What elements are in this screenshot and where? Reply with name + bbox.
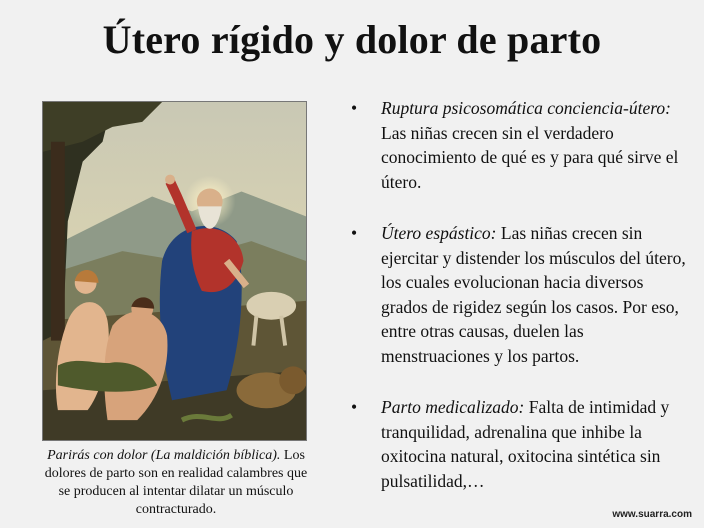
bullet-dot-icon: •: [351, 223, 358, 243]
caption-text: Los dolores de parto son en realidad calambres que se producen al intentar dilatar un músculo contracturado.: [44, 448, 308, 517]
bullet-item: [345, 395, 690, 493]
bullet-dot-icon: •: [351, 98, 358, 118]
bullet-item: [345, 96, 690, 194]
caption-italic: Parirás con dolor (La maldición bíblica).: [47, 448, 281, 463]
bullet-heading: Parto medicalizado:: [381, 397, 525, 417]
footer-url: www.suarra.com: [612, 509, 692, 520]
bullet-heading: Útero espástico:: [381, 223, 497, 243]
painting-caption: [38, 447, 314, 519]
bullet-heading: Ruptura psicosomática conciencia-útero:: [381, 98, 671, 118]
bullet-text: Falta de intimidad y tranquilidad, adrenalina que inhibe la oxitocina natural, oxitocina sintética sin pulsatilidad,…: [381, 397, 670, 491]
bullet-dot-icon: •: [351, 397, 358, 417]
slide-title: Útero rígido y dolor de parto: [102, 17, 602, 62]
bullet-text: Las niñas crecen sin el verdadero conocimiento de qué es y para qué sirve el útero.: [381, 122, 679, 192]
bullet-text: Las niñas crecen sin ejercitar y distender los músculos del útero, los cuales evolucionan hacia diversos grados de rigidez según los casos. Por eso, entre otras causas, duelen las menstruaciones y los partos.: [381, 223, 686, 366]
bullet-item: [345, 221, 690, 368]
bullet-list: [345, 96, 690, 493]
painting-image: [42, 101, 307, 441]
